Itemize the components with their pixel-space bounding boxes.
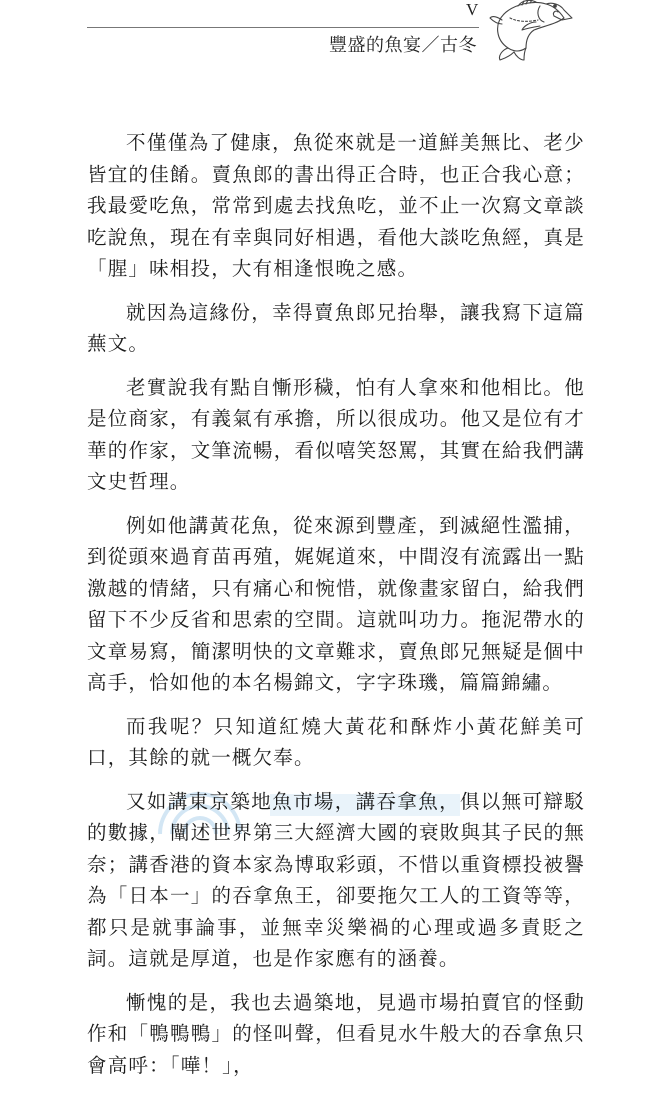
paragraph: 例如他講黃花魚，從來源到豐產，到滅絕性濫捕，到從頭來過育苗再殖，娓娓道來，中間沒有流露出一點激越的情緒，只有痛心和惋惜，就像畫家留白，給我們留下不少反省和思索的空間。這就叫功力。拖泥帶水的文章易寫，簡潔明快的文章難求，賣魚郎兄無疑是個中高手，恰如他的本名楊錦文，字字珠璣，篇篇錦繡。 [87, 513, 585, 694]
header-rule [87, 27, 479, 28]
running-title: 豐盛的魚宴／古冬 [329, 35, 477, 56]
paragraph: 慚愧的是，我也去過築地，見過市場拍賣官的怪動作和「鴨鴨鴨」的怪叫聲，但看見水牛般大的吞拿魚只會高呼：「嘩！」， [87, 990, 585, 1077]
article-body [87, 127, 585, 1093]
paragraph: 就因為這緣份，幸得賣魚郎兄抬舉，讓我寫下這篇蕪文。 [87, 300, 585, 355]
paragraph: 老實說我有點自慚形穢，怕有人拿來和他相比。他是位商家，有義氣有承擔，所以很成功。他又是位有才華的作家，文筆流暢，看似嘻笑怒罵，其實在給我們講文史哲理。 [87, 375, 585, 493]
page-number: V [466, 0, 479, 19]
paragraph: 而我呢？只知道紅燒大黃花和酥炸小黃花鮮美可口，其餘的就一概欠奉。 [87, 714, 585, 769]
paragraph: 不僅僅為了健康，魚從來就是一道鮮美無比、老少皆宜的佳餚。賣魚郎的書出得正合時，也正合我心意；我最愛吃魚，常常到處去找魚吃，並不止一次寫文章談吃說魚，現在有幸與同好相遇，看他大談吃魚經，真是「腥」味相投，大有相逢恨晚之感。 [87, 131, 585, 280]
paragraph: 又如講東京築地魚市場，講吞拿魚，俱以無可辯駁的數據，闡述世界第三大經濟大國的衰敗與其子民的無奈；講香港的資本家為博取彩頭，不惜以重資標投被譽為「日本一」的吞拿魚王，卻要拖欠工人的工資等等，都只是就事論事，並無幸災樂禍的心理或過多責貶之詞。這就是厚道，也是作家應有的涵養。 [87, 789, 585, 970]
leaping-bass-fish-icon [484, 0, 584, 62]
